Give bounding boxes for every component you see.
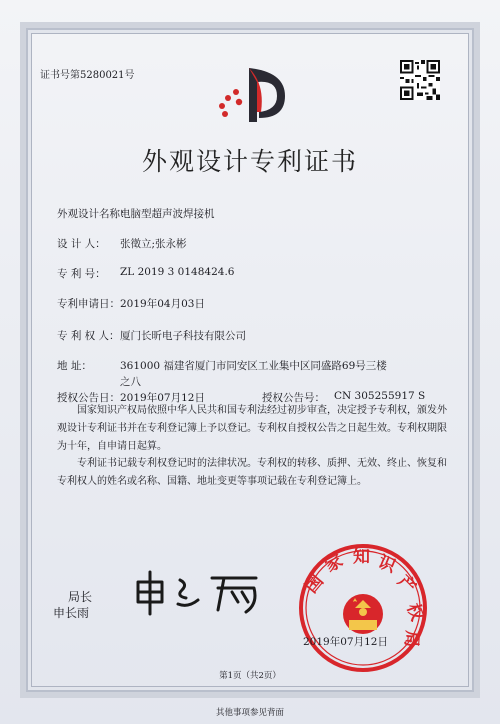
svg-text:知: 知 xyxy=(353,547,370,567)
field-label-address: 地 址： xyxy=(57,360,92,372)
svg-text:产: 产 xyxy=(393,571,420,598)
certificate-number: 证书号第5280021号 xyxy=(40,70,135,81)
field-value-address: 361000 福建省厦门市同安区工业集中区同盛路69号三楼 xyxy=(120,360,387,372)
field-value-grant-date: 2019年07月12日 xyxy=(120,392,205,404)
certificate-title: 外观设计专利证书 xyxy=(141,147,358,176)
svg-text:权: 权 xyxy=(402,600,427,624)
signature-icon xyxy=(128,568,268,618)
field-label-grant-date: 授权公告日： xyxy=(57,392,120,404)
field-value-address-line2: 之八 xyxy=(120,376,141,388)
field-value-patentee: 厦门长昕电子科技有限公司 xyxy=(120,330,246,342)
field-value-application-date: 2019年04月03日 xyxy=(120,298,205,310)
svg-text:家: 家 xyxy=(321,550,347,577)
svg-text:国: 国 xyxy=(301,571,328,598)
field-label-designer: 设 计 人： xyxy=(57,238,106,250)
bureau-chief-title: 局长 xyxy=(68,590,93,604)
paragraph-grant-statement: 国家知识产权局依照中华人民共和国专利法经过初步审查，决定授予专利权，颁发外观设计专利证书并在专利登记簿上予以登记。专利权自授权公告之日起生效。专利权期限为十年，自申请日起算。 xyxy=(57,405,447,452)
qr-code-icon xyxy=(400,60,440,100)
field-label-application-date: 专利申请日： xyxy=(57,298,120,310)
field-label-patentee: 专 利 权 人： xyxy=(57,330,120,342)
field-label-design-name: 外观设计名称： xyxy=(57,208,131,220)
footer-note: 其他事项参见背面 xyxy=(215,708,284,718)
field-value-patent-number: ZL 2019 3 0148424.6 xyxy=(120,266,235,278)
svg-text:识: 识 xyxy=(375,552,399,578)
official-seal-icon xyxy=(293,538,433,678)
field-label-patent-number: 专 利 号： xyxy=(57,268,106,280)
field-value-grant-number: CN 305255917 S xyxy=(334,390,426,402)
seal-date: 2019年07月12日 xyxy=(303,636,388,648)
page-indicator: 第1页（共2页） xyxy=(219,671,281,681)
bureau-chief-name: 申长雨 xyxy=(53,606,90,620)
svg-text:局: 局 xyxy=(400,629,422,649)
field-value-designer: 张徵立;张永彬 xyxy=(120,238,187,250)
field-label-grant-number: 授权公告号： xyxy=(262,392,325,404)
paragraph-legal-status: 专利证书记载专利权登记时的法律状况。专利权的转移、质押、无效、终止、恢复和专利权人的姓名或名称、国籍、地址变更等事项记载在专利登记簿上。 xyxy=(57,458,447,487)
cnipa-logo-icon xyxy=(215,62,291,126)
field-value-design-name: 电脑型超声波焊接机 xyxy=(120,208,215,220)
